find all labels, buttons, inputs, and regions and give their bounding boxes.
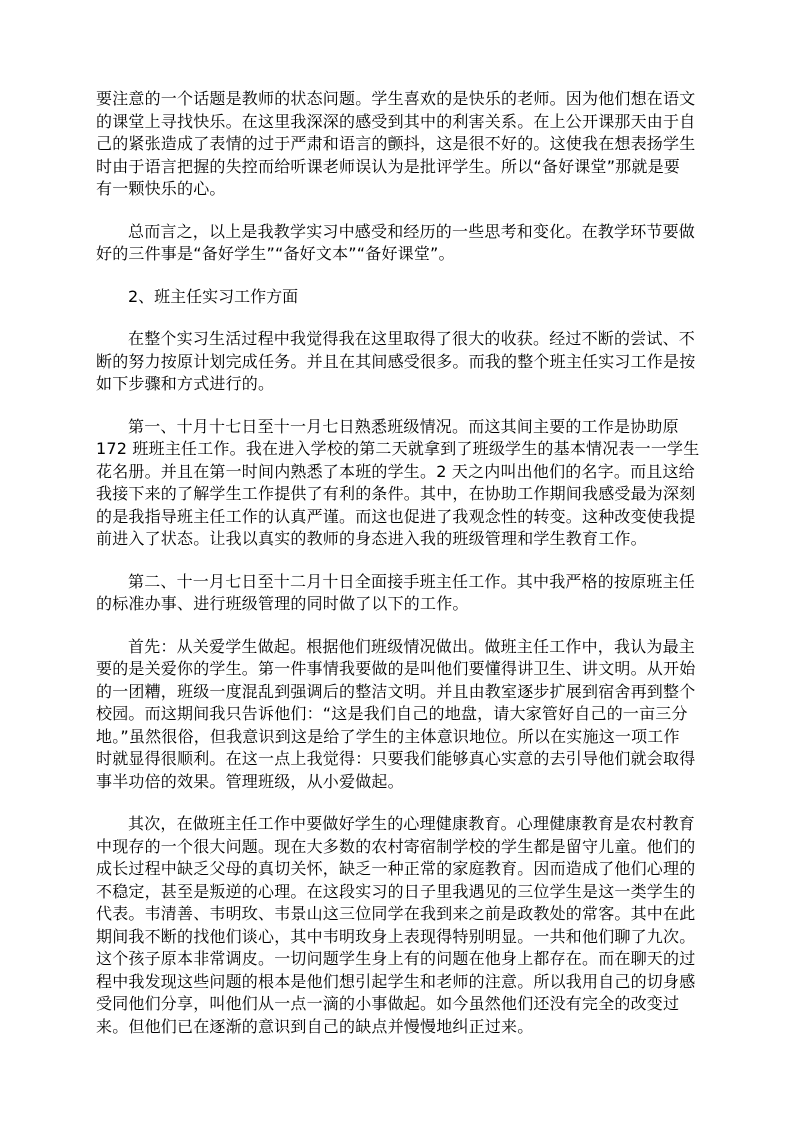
text-line: 成长过程中缺乏父母的真切关怀，缺乏一种正常的家庭教育。因而造成了他们心理的 (96, 859, 696, 878)
text-line: 要注意的一个话题是教师的状态问题。学生喜欢的是快乐的老师。因为他们想在语文 (96, 89, 696, 108)
text-line: 来。但他们已在逐渐的意识到自己的缺点并慢慢地纠正过来。 (96, 1016, 534, 1036)
text-line: 程中我发现这些问题的根本是他们想引起学生和老师的注意。所以我用自己的切身感 (96, 971, 696, 991)
text-line: 前进入了状态。让我以真实的教师的身态进入我的班级管理和学生教育工作。 (96, 529, 647, 548)
text-line: 中现存的一个很大问题。现在大多数的农村寄宿制学校的学生都是留守儿童。他们的 (96, 836, 696, 856)
text-line: 首先：从关爱学生做起。根据他们班级情况做出。做班主任工作中，我认为最主 (128, 636, 696, 656)
body-paragraph (96, 416, 700, 551)
text-line: 的一团糟，班级一度混乱到强调后的整洁文明。并且由教室逐步扩展到宿舍再到整个 (96, 681, 696, 701)
body-paragraph (96, 328, 700, 396)
text-line: 如下步骤和方式进行的。 (96, 374, 275, 393)
body-paragraph (96, 636, 700, 794)
body-paragraph (96, 571, 700, 616)
text-line: 这个孩子原本非常调皮。一切问题学生身上有的问题在他身上都存在。而在聊天的过 (96, 949, 696, 968)
text-line: 好的三件事是“备好学生”“备好文本”“备好课堂”。 (96, 244, 455, 263)
text-line: 时就显得很顺利。在这一点上我觉得：只要我们能够真心实意的去引导他们就会取得 (96, 749, 696, 768)
text-line: 不稳定，甚至是叛逆的心理。在这段实习的日子里我遇见的三位学生是这一类学生的 (96, 881, 696, 901)
text-line: 己的紧张造成了表情的过于严肃和语言的颤抖，这是很不好的。这使我在想表扬学生 (96, 134, 696, 153)
text-line: 其次，在做班主任工作中要做好学生的心理健康教育。心理健康教育是农村教育 (128, 814, 696, 833)
text-line: 期间我不断的找他们谈心，其中韦明玫身上表现得特别明显。一共和他们聊了九次。 (96, 926, 696, 946)
text-line: 在整个实习生活过程中我觉得我在这里取得了很大的收获。经过不断的尝试、不 (128, 329, 696, 348)
section-heading (96, 286, 700, 309)
text-line: 的是我指导班主任工作的认真严谨。而这也促进了我观念性的转变。这种改变使我提 (96, 506, 696, 526)
text-line: 受同他们分享，叫他们从一点一滴的小事做起。如今虽然他们还没有完全的改变过 (96, 994, 680, 1013)
text-line: 校园。而这期间我只告诉他们：“这是我们自己的地盘，请大家管好自己的一亩三分 (96, 704, 688, 723)
body-paragraph (96, 221, 700, 266)
text-line: 代表。韦清善、韦明玫、韦景山这三位同学在我到来之前是政教处的常客。其中在此 (96, 904, 696, 923)
document-page (96, 88, 700, 1058)
body-paragraph (96, 88, 700, 201)
text-line: 的标准办事、进行班级管理的同时做了以下的工作。 (96, 594, 469, 613)
text-line: 我接下来的了解学生工作提供了有利的条件。其中，在协助工作期间我感受最为深刻 (96, 484, 696, 503)
text-line: 第二、十一月七日至十二月十日全面接手班主任工作。其中我严格的按原班主任 (128, 571, 696, 591)
text-line: 2、班主任实习工作方面 (128, 286, 299, 306)
text-line: 地。”虽然很俗，但我意识到这是给了学生的主体意识地位。所以在实施这一项工作 (96, 726, 680, 746)
text-line: 第一、十月十七日至十一月七日熟悉班级情况。而这其间主要的工作是协助原 (128, 416, 679, 436)
body-paragraph (96, 813, 700, 1038)
text-line: 总而言之，以上是我教学实习中感受和经历的一些思考和变化。在教学环节要做 (128, 221, 696, 241)
text-line: 要的是关爱你的学生。第一件事情我要做的是叫他们要懂得讲卫生、讲文明。从开始 (96, 659, 696, 678)
text-line: 事半功倍的效果。管理班级，从小爱做起。 (96, 771, 404, 791)
text-line: 花名册。并且在第一时间内熟悉了本班的学生。2 天之内叫出他们的名字。而且这给 (96, 461, 695, 481)
text-line: 断的努力按原计划完成任务。并且在其间感受很多。而我的整个班主任实习工作是按 (96, 351, 696, 371)
text-line: 的课堂上寻找快乐。在这里我深深的感受到其中的利害关系。在上公开课那天由于自 (96, 111, 696, 131)
text-line: 时由于语言把握的失控而给听课老师误认为是批评学生。所以“备好课堂”那就是要 (96, 156, 680, 176)
text-line: 有一颗快乐的心。 (96, 179, 226, 198)
text-line: 172 班班主任工作。我在进入学校的第二天就拿到了班级学生的基本情况表一一学生 (96, 439, 700, 458)
